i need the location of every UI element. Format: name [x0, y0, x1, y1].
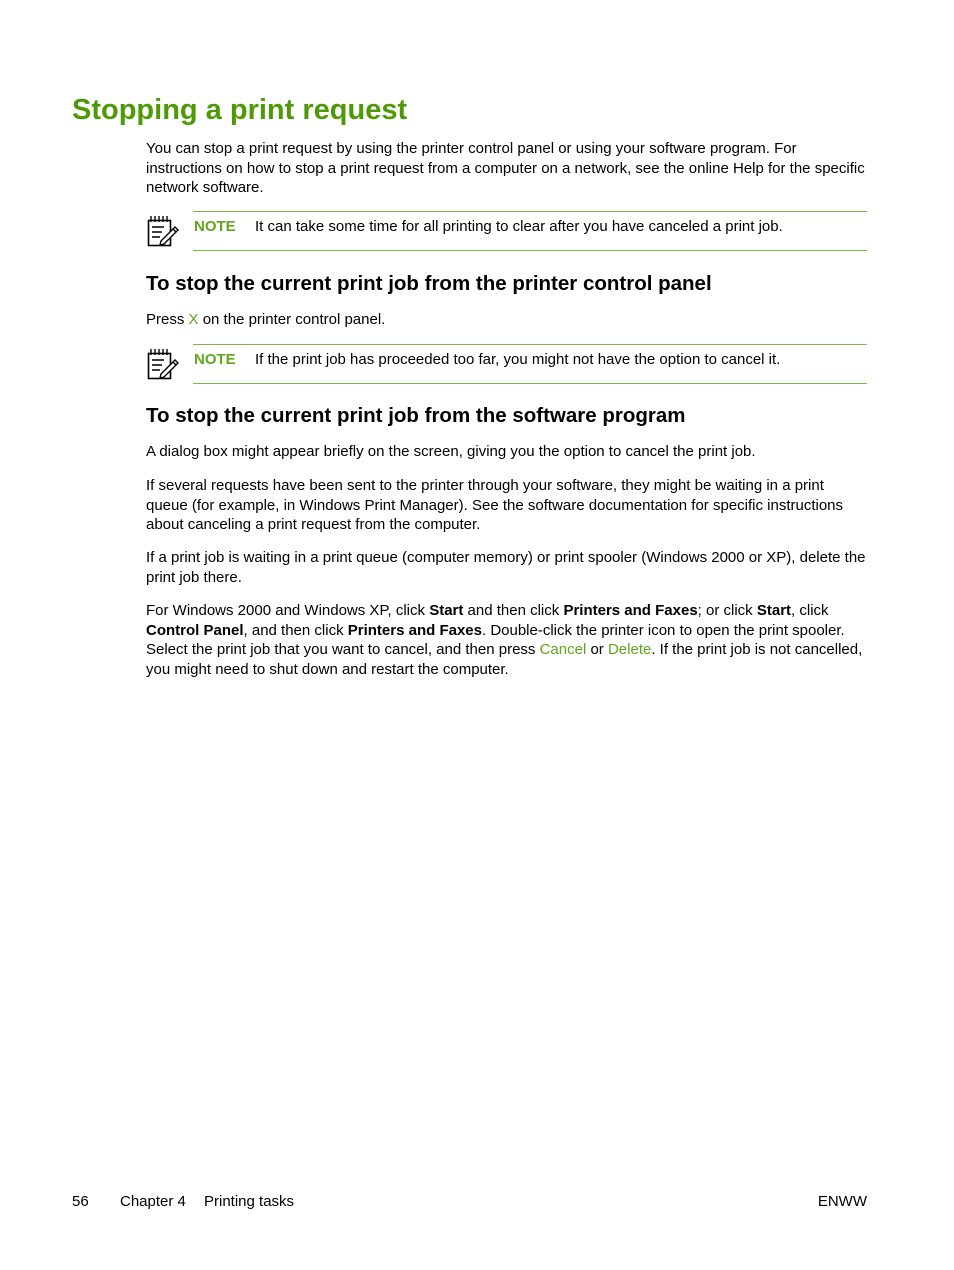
cancel-key-x: X — [188, 311, 199, 328]
text-run: ; or click — [697, 602, 757, 619]
page-title: Stopping a print request — [72, 94, 408, 126]
ui-term-start: Start — [756, 602, 792, 619]
note-bottom-rule — [193, 383, 867, 384]
text-run: , click — [791, 602, 829, 619]
text-run: . Double-click the printer icon to open the print spooler. Select the print job that you want to cancel, and then press — [146, 621, 845, 658]
footer-chapter: Chapter 4 — [120, 1193, 186, 1210]
footer-chapter-title: Printing tasks — [204, 1193, 295, 1210]
ui-term-control-panel: Control Panel — [146, 621, 244, 639]
note-label: NOTE — [194, 218, 236, 235]
note-text: If the print job has proceeded too far, you might not have the option to cancel it. — [255, 351, 781, 368]
ui-term-printers-and-faxes: Printers and Faxes — [347, 621, 482, 639]
paragraph-print-spooler: If a print job is waiting in a print queue (computer memory) or print spooler (Windows 2000 or XP), delete the print job there. — [146, 549, 866, 586]
section-heading-control-panel: To stop the current print job from the printer control panel — [146, 272, 712, 295]
press-suffix: on the printer control panel. — [198, 311, 386, 328]
ui-term-start: Start — [429, 602, 464, 619]
text-run: For Windows 2000 and Windows XP, click — [146, 602, 430, 619]
note-label: NOTE — [194, 351, 236, 368]
note-pad-icon — [146, 214, 180, 248]
note-box — [146, 211, 867, 251]
text-run: , and then click — [243, 621, 348, 639]
paragraph-dialog-box: A dialog box might appear briefly on the screen, giving you the option to cancel the print job. — [146, 443, 756, 460]
text-run: or — [586, 641, 608, 658]
note-bottom-rule — [193, 250, 867, 251]
paragraph-windows-steps — [146, 601, 868, 679]
section-heading-software-program: To stop the current print job from the software program — [146, 404, 686, 427]
key-delete: Delete — [607, 641, 652, 658]
press-instruction — [146, 310, 868, 330]
note-text: It can take some time for all printing to clear after you have canceled a print job. — [255, 218, 783, 235]
footer-enww: ENWW — [817, 1193, 867, 1210]
footer-page-number: 56 — [72, 1193, 89, 1210]
text-run: . If the print job is not cancelled, you might need to shut down and restart the computer. — [146, 641, 863, 678]
note-top-rule — [193, 344, 867, 345]
press-prefix: Press — [146, 311, 189, 328]
text-run: and then click — [463, 602, 564, 619]
paragraph-print-queue: If several requests have been sent to the printer through your software, they might be waiting in a print queue (for example, in Windows Print Manager). See the software documentation for specific instructions about canceling a print request from the computer. — [146, 477, 844, 533]
intro-paragraph: You can stop a print request by using the printer control panel or using your software program. For instructions on how to stop a print request from a computer on a network, see the online Help for the specific network software. — [146, 140, 865, 196]
note-top-rule — [193, 211, 867, 212]
ui-term-printers-and-faxes: Printers and Faxes — [563, 602, 698, 619]
note-box — [146, 344, 867, 384]
key-cancel: Cancel — [539, 641, 587, 658]
note-pad-icon — [146, 347, 180, 381]
